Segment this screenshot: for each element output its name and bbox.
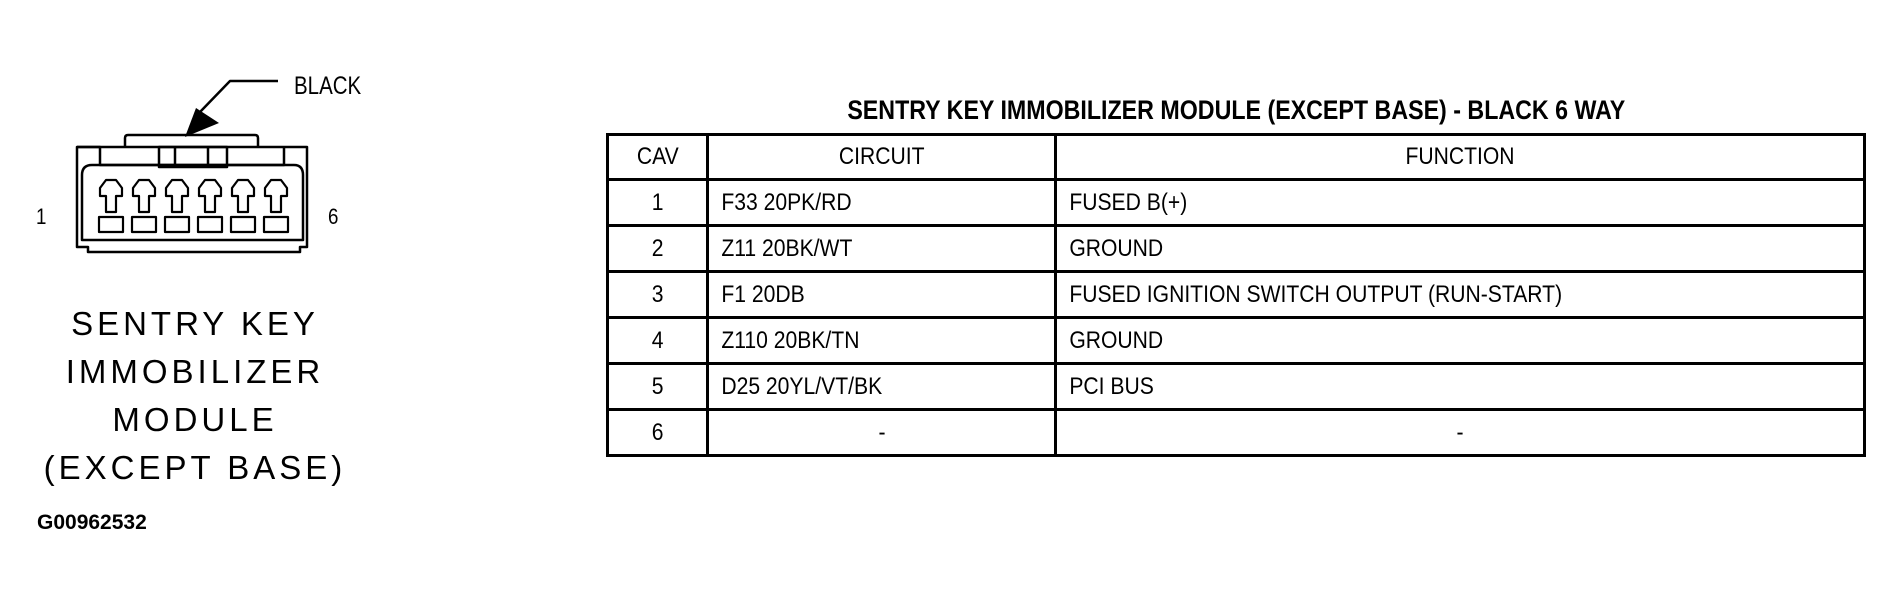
connector-color-text: BLACK (294, 72, 362, 100)
cav-text: 1 (651, 188, 664, 216)
header-cav (608, 135, 708, 180)
caption-line: IMMOBILIZER (65, 353, 325, 390)
circuit-text: Z110 20BK/TN (721, 326, 860, 354)
table-title (606, 94, 1866, 126)
pin-first-text: 1 (36, 204, 47, 229)
cav-text: 4 (651, 326, 664, 354)
circuit-text: F1 20DB (721, 280, 805, 308)
cav-text: 6 (651, 418, 664, 446)
circuit-text: - (877, 418, 886, 446)
table-row (608, 180, 1865, 226)
cell-cav (608, 364, 708, 410)
cell-function (1056, 410, 1865, 456)
cell-function (1056, 180, 1865, 226)
cell-function (1056, 226, 1865, 272)
connector-caption (40, 300, 350, 492)
connector-top-tab (125, 135, 258, 147)
cell-cav (608, 180, 708, 226)
function-text: GROUND (1069, 234, 1164, 262)
function-text: - (1456, 418, 1464, 446)
cav-text: 3 (651, 280, 664, 308)
cav-text: 5 (651, 372, 664, 400)
cell-circuit (708, 180, 1056, 226)
pin-number-last (328, 204, 340, 230)
header-cav-text: CAV (636, 143, 679, 170)
cell-cav (608, 410, 708, 456)
header-circuit-text: CIRCUIT (838, 143, 925, 170)
table-row (608, 272, 1865, 318)
table-header-row (608, 135, 1865, 180)
cell-circuit (708, 364, 1056, 410)
table-row (608, 318, 1865, 364)
function-text: GROUND (1069, 326, 1164, 354)
connector-color-label (294, 72, 376, 101)
cell-circuit (708, 410, 1056, 456)
cell-cav (608, 226, 708, 272)
function-text: FUSED B(+) (1069, 188, 1188, 216)
header-circuit (708, 135, 1056, 180)
circuit-text: Z11 20BK/WT (721, 234, 853, 262)
pinout-table (606, 133, 1866, 457)
cell-function (1056, 364, 1865, 410)
table-row (608, 226, 1865, 272)
cell-circuit (708, 272, 1056, 318)
pin-last-text: 6 (328, 204, 339, 229)
circuit-text: F33 20PK/RD (721, 188, 852, 216)
cell-circuit (708, 226, 1056, 272)
function-text: FUSED IGNITION SWITCH OUTPUT (RUN-START) (1069, 280, 1563, 308)
function-text: PCI BUS (1069, 372, 1154, 400)
caption-line: MODULE (112, 401, 278, 438)
header-function (1056, 135, 1865, 180)
pin-number-first (36, 204, 48, 230)
connector-body (77, 147, 307, 252)
pin-terminals (99, 180, 288, 232)
cav-text: 2 (651, 234, 664, 262)
cell-cav (608, 318, 708, 364)
caption-line: SENTRY KEY (71, 305, 319, 342)
arrowhead-icon (185, 108, 219, 137)
connector-diagram (0, 0, 420, 300)
leader-line (200, 81, 278, 112)
figure-id: G00962532 (37, 511, 147, 534)
cell-function (1056, 318, 1865, 364)
table-row (608, 364, 1865, 410)
cell-function (1056, 272, 1865, 318)
cell-cav (608, 272, 708, 318)
circuit-text: D25 20YL/VT/BK (721, 372, 883, 400)
caption-line: (EXCEPT BASE) (43, 449, 347, 486)
cell-circuit (708, 318, 1056, 364)
table-title-text: SENTRY KEY IMMOBILIZER MODULE (EXCEPT BASE) - BLACK 6 WAY (847, 95, 1625, 125)
table-row (608, 410, 1865, 456)
header-function-text: FUNCTION (1405, 143, 1515, 170)
